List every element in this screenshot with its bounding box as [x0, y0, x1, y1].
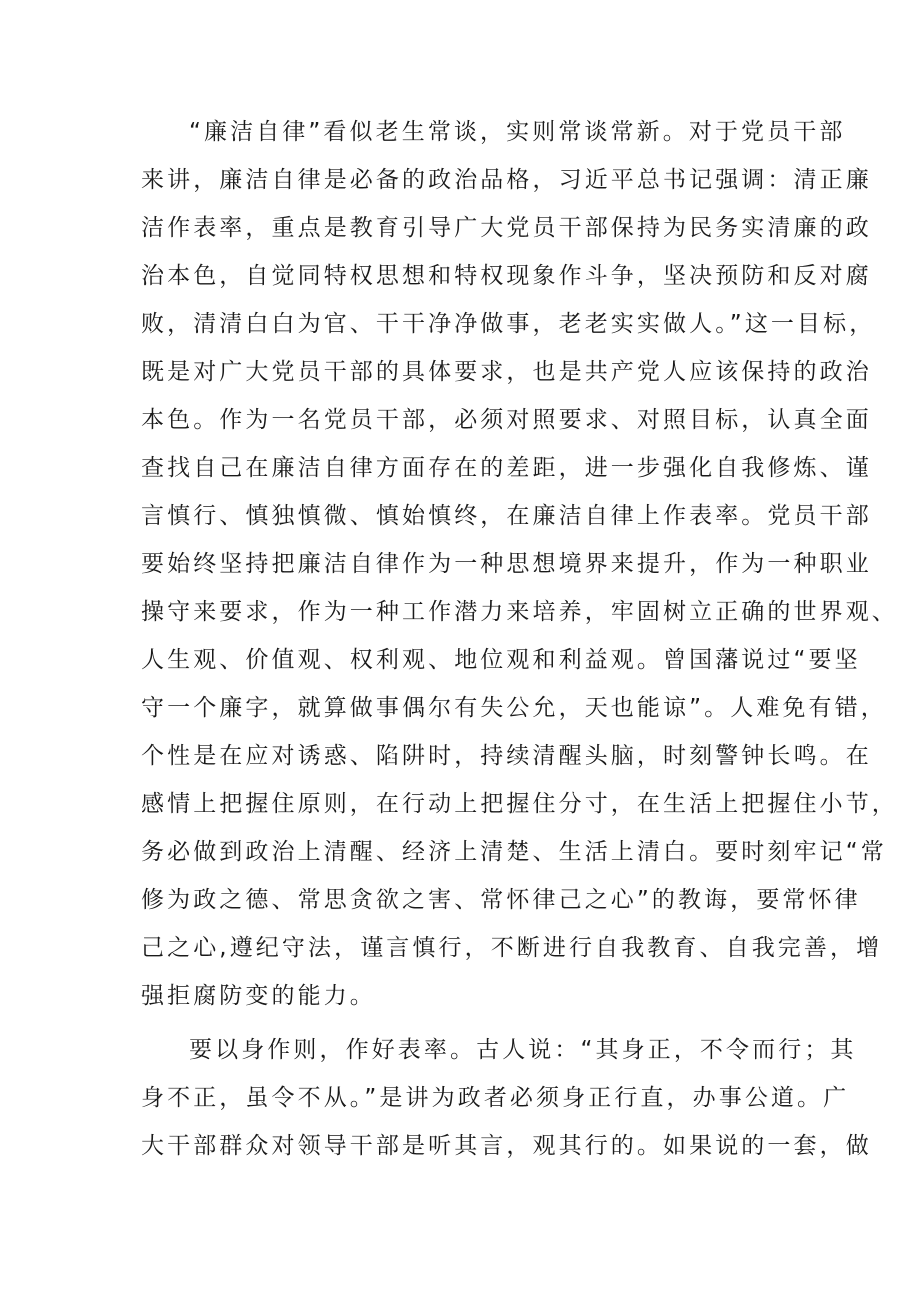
paragraph-1-line-12: 人生观、价值观、权利观、地位观和利益观。曾国藩说过“要坚 [141, 647, 861, 673]
paragraph-2-line-3: 大干部群众对领导干部是听其言，观其行的。如果说的一套，做 [141, 1133, 872, 1159]
paragraph-1-line-19: 强拒腐防变的能力。 [141, 983, 376, 1009]
paragraph-1-line-9: 言慎行、慎独慎微、慎始慎终，在廉洁自律上作表率。党员干部 [141, 503, 872, 529]
paragraph-1-line-15: 感情上把握住原则，在行动上把握住分寸，在生活上把握住小节， [141, 791, 898, 817]
paragraph-1-line-1: “廉洁自律”看似老生常谈，实则常谈常新。对于党员干部 [189, 119, 846, 145]
paragraph-1-line-14: 个性是在应对诱惑、陷阱时，持续清醒头脑，时刻警钟长鸣。在 [141, 743, 872, 769]
paragraph-1-line-3: 洁作表率，重点是教育引导广大党员干部保持为民务实清廉的政 [141, 215, 872, 241]
paragraph-1-line-6: 既是对广大党员干部的具体要求，也是共产党人应该保持的政治 [141, 359, 872, 385]
paragraph-1-line-13: 守一个廉字，就算做事偶尔有失公允，天也能谅”。人难免有错， [141, 695, 887, 721]
paragraph-1-line-16: 务必做到政治上清醒、经济上清楚、生活上清白。要时刻牢记“常 [141, 839, 887, 865]
paragraph-1-line-17: 修为政之德、常思贪欲之害、常怀律己之心”的教诲，要常怀律 [141, 887, 861, 913]
paragraph-1-line-2: 来讲，廉洁自律是必备的政治品格，习近平总书记强调：清正廉 [141, 167, 872, 193]
paragraph-1-line-5: 败，清清白白为官、干干净净做事，老老实实做人。”这一目标， [141, 311, 876, 337]
paragraph-1-line-18: 己之心,遵纪守法，谨言慎行，不断进行自我教育、自我完善，增 [141, 935, 883, 961]
paragraph-1-line-10: 要始终坚持把廉洁自律作为一种思想境界来提升，作为一种职业 [141, 551, 872, 577]
paragraph-2-line-2: 身不正，虽令不从。”是讲为政者必须身正行直，办事公道。广 [141, 1085, 850, 1111]
paragraph-1-line-8: 查找自己在廉洁自律方面存在的差距，进一步强化自我修炼、谨 [141, 455, 872, 481]
paragraph-1-line-7: 本色。作为一名党员干部，必须对照要求、对照目标，认真全面 [141, 407, 872, 433]
paragraph-1-line-4: 治本色，自觉同特权思想和特权现象作斗争，坚决预防和反对腐 [141, 263, 872, 289]
paragraph-2-line-1: 要以身作则，作好表率。古人说：“其身正，不令而行；其 [189, 1037, 857, 1063]
paragraph-1-line-11: 操守来要求，作为一种工作潜力来培养，牢固树立正确的世界观、 [141, 599, 898, 625]
